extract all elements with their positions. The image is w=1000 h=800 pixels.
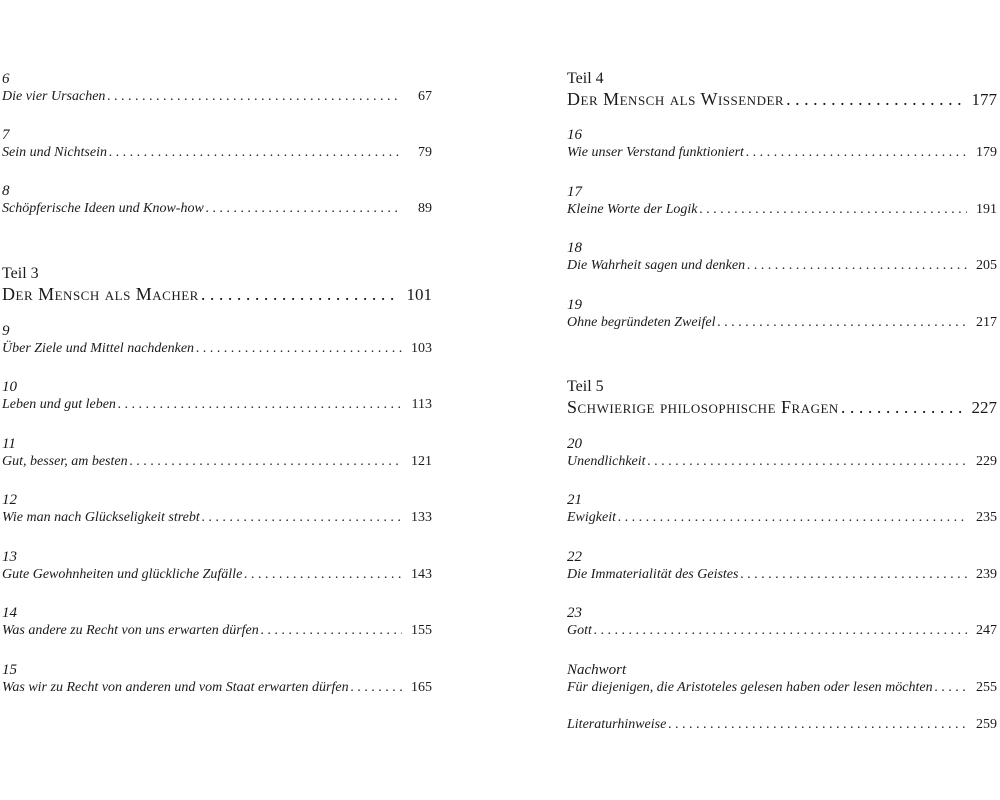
chapter-title: Gott xyxy=(567,623,592,638)
dot-leader xyxy=(244,566,402,584)
toc-part-4[interactable] xyxy=(567,70,997,110)
part-title: Der Mensch als Wissender xyxy=(567,89,785,109)
page-number: 259 xyxy=(976,717,997,732)
dot-leader xyxy=(740,566,967,584)
dot-leader xyxy=(107,88,402,106)
chapter-number: 17 xyxy=(567,184,582,200)
part-label: Teil 5 xyxy=(567,378,604,395)
page-number: 79 xyxy=(418,145,432,160)
dot-leader xyxy=(118,396,402,414)
toc-chapter-12[interactable] xyxy=(2,491,432,527)
page-number: 229 xyxy=(976,454,997,469)
toc-chapter-20[interactable] xyxy=(567,435,997,471)
page-number: 133 xyxy=(411,510,432,525)
toc-part-3[interactable] xyxy=(2,265,432,305)
chapter-title: Die Immaterialität des Geistes xyxy=(567,567,739,582)
dot-leader xyxy=(747,257,967,275)
chapter-number: 19 xyxy=(567,297,582,313)
chapter-title: Sein und Nichtsein xyxy=(2,145,107,160)
dot-leader xyxy=(668,716,967,734)
chapter-number: 8 xyxy=(2,183,10,199)
chapter-title: Über Ziele und Mittel nachdenken xyxy=(2,341,195,356)
toc-chapter-8[interactable] xyxy=(2,182,432,218)
chapter-title: Leben und gut leben xyxy=(2,397,116,412)
page-number: 103 xyxy=(411,341,432,356)
toc-chapter-11[interactable] xyxy=(2,435,432,471)
page-number: 217 xyxy=(976,315,997,330)
toc-literaturhinweise[interactable] xyxy=(567,716,997,734)
dot-leader xyxy=(618,509,967,527)
chapter-title: Gute Gewohnheiten und glückliche Zufälle xyxy=(2,567,243,582)
part-label: Teil 4 xyxy=(567,70,604,87)
chapter-title: Gut, besser, am besten xyxy=(2,454,128,469)
page-number: 235 xyxy=(976,510,997,525)
toc-chapter-6[interactable] xyxy=(2,70,432,106)
toc-chapter-7[interactable] xyxy=(2,126,432,162)
dot-leader xyxy=(109,144,402,162)
chapter-title: Was wir zu Recht von anderen und vom Staat erwarten dürfen xyxy=(2,680,349,695)
page-number: 227 xyxy=(971,398,997,417)
section-title: Für diejenigen, die Aristoteles gelesen haben oder lesen möchten xyxy=(567,680,933,695)
chapter-title: Was andere zu Recht von uns erwarten dürfen xyxy=(2,623,259,638)
toc-chapter-15[interactable] xyxy=(2,661,432,697)
chapter-number: 10 xyxy=(2,379,17,395)
toc-part-5[interactable] xyxy=(567,378,997,418)
chapter-number: 6 xyxy=(2,71,10,87)
dot-leader xyxy=(206,200,402,218)
chapter-title: Ohne begründeten Zweifel xyxy=(567,315,716,330)
chapter-number: 16 xyxy=(567,127,582,143)
chapter-number: 20 xyxy=(567,436,582,452)
page-number: 143 xyxy=(411,567,432,582)
page-number: 247 xyxy=(976,623,997,638)
toc-chapter-16[interactable] xyxy=(567,126,997,162)
section-title: Literaturhinweise xyxy=(567,717,667,732)
page-number: 121 xyxy=(411,454,432,469)
dot-leader xyxy=(648,453,967,471)
chapter-number: 22 xyxy=(567,549,582,565)
toc-chapter-13[interactable] xyxy=(2,548,432,584)
toc-chapter-9[interactable] xyxy=(2,322,432,358)
page-number: 67 xyxy=(418,89,432,104)
dot-leader xyxy=(351,679,402,697)
toc-nachwort[interactable] xyxy=(567,661,997,697)
chapter-number: 7 xyxy=(2,127,10,143)
dot-leader xyxy=(700,201,967,219)
page-number: 155 xyxy=(411,623,432,638)
dot-leader xyxy=(786,88,965,110)
chapter-title: Schöpferische Ideen und Know-how xyxy=(2,201,204,216)
chapter-title: Die vier Ursachen xyxy=(2,89,106,104)
dot-leader xyxy=(841,396,965,418)
chapter-number: 15 xyxy=(2,662,17,678)
dot-leader xyxy=(201,283,400,305)
page-number: 101 xyxy=(406,285,432,304)
part-label: Teil 3 xyxy=(2,265,39,282)
toc-chapter-18[interactable] xyxy=(567,239,997,275)
toc-chapter-19[interactable] xyxy=(567,296,997,332)
chapter-number: 13 xyxy=(2,549,17,565)
page-number: 113 xyxy=(411,397,432,412)
dot-leader xyxy=(202,509,402,527)
part-title: Schwierige philosophische Fragen xyxy=(567,397,839,417)
dot-leader xyxy=(746,144,967,162)
dot-leader xyxy=(196,340,402,358)
page-number: 191 xyxy=(976,202,997,217)
page-number: 165 xyxy=(411,680,432,695)
page-number: 89 xyxy=(418,201,432,216)
chapter-number: 11 xyxy=(2,436,16,452)
dot-leader xyxy=(935,679,967,697)
toc-chapter-10[interactable] xyxy=(2,378,432,414)
dot-leader xyxy=(718,314,967,332)
chapter-title: Kleine Worte der Logik xyxy=(567,202,698,217)
chapter-title: Wie unser Verstand funktioniert xyxy=(567,145,744,160)
page-number: 255 xyxy=(976,680,997,695)
toc-chapter-14[interactable] xyxy=(2,604,432,640)
chapter-title: Wie man nach Glückseligkeit strebt xyxy=(2,510,200,525)
toc-chapter-23[interactable] xyxy=(567,604,997,640)
toc-chapter-17[interactable] xyxy=(567,183,997,219)
part-title: Der Mensch als Macher xyxy=(2,284,199,304)
dot-leader xyxy=(261,622,402,640)
chapter-number: 12 xyxy=(2,492,17,508)
chapter-number: 14 xyxy=(2,605,17,621)
chapter-number: 18 xyxy=(567,240,582,256)
chapter-number: 23 xyxy=(567,605,582,621)
page-number: 239 xyxy=(976,567,997,582)
chapter-number: 9 xyxy=(2,323,10,339)
toc-chapter-21[interactable] xyxy=(567,491,997,527)
chapter-number: 21 xyxy=(567,492,582,508)
chapter-title: Die Wahrheit sagen und denken xyxy=(567,258,746,273)
page-number: 205 xyxy=(976,258,997,273)
chapter-title: Unendlichkeit xyxy=(567,454,646,469)
chapter-title: Ewigkeit xyxy=(567,510,616,525)
page-number: 179 xyxy=(976,145,997,160)
page-number: 177 xyxy=(971,90,997,109)
section-label: Nachwort xyxy=(567,662,627,678)
dot-leader xyxy=(130,453,402,471)
dot-leader xyxy=(594,622,967,640)
toc-chapter-22[interactable] xyxy=(567,548,997,584)
